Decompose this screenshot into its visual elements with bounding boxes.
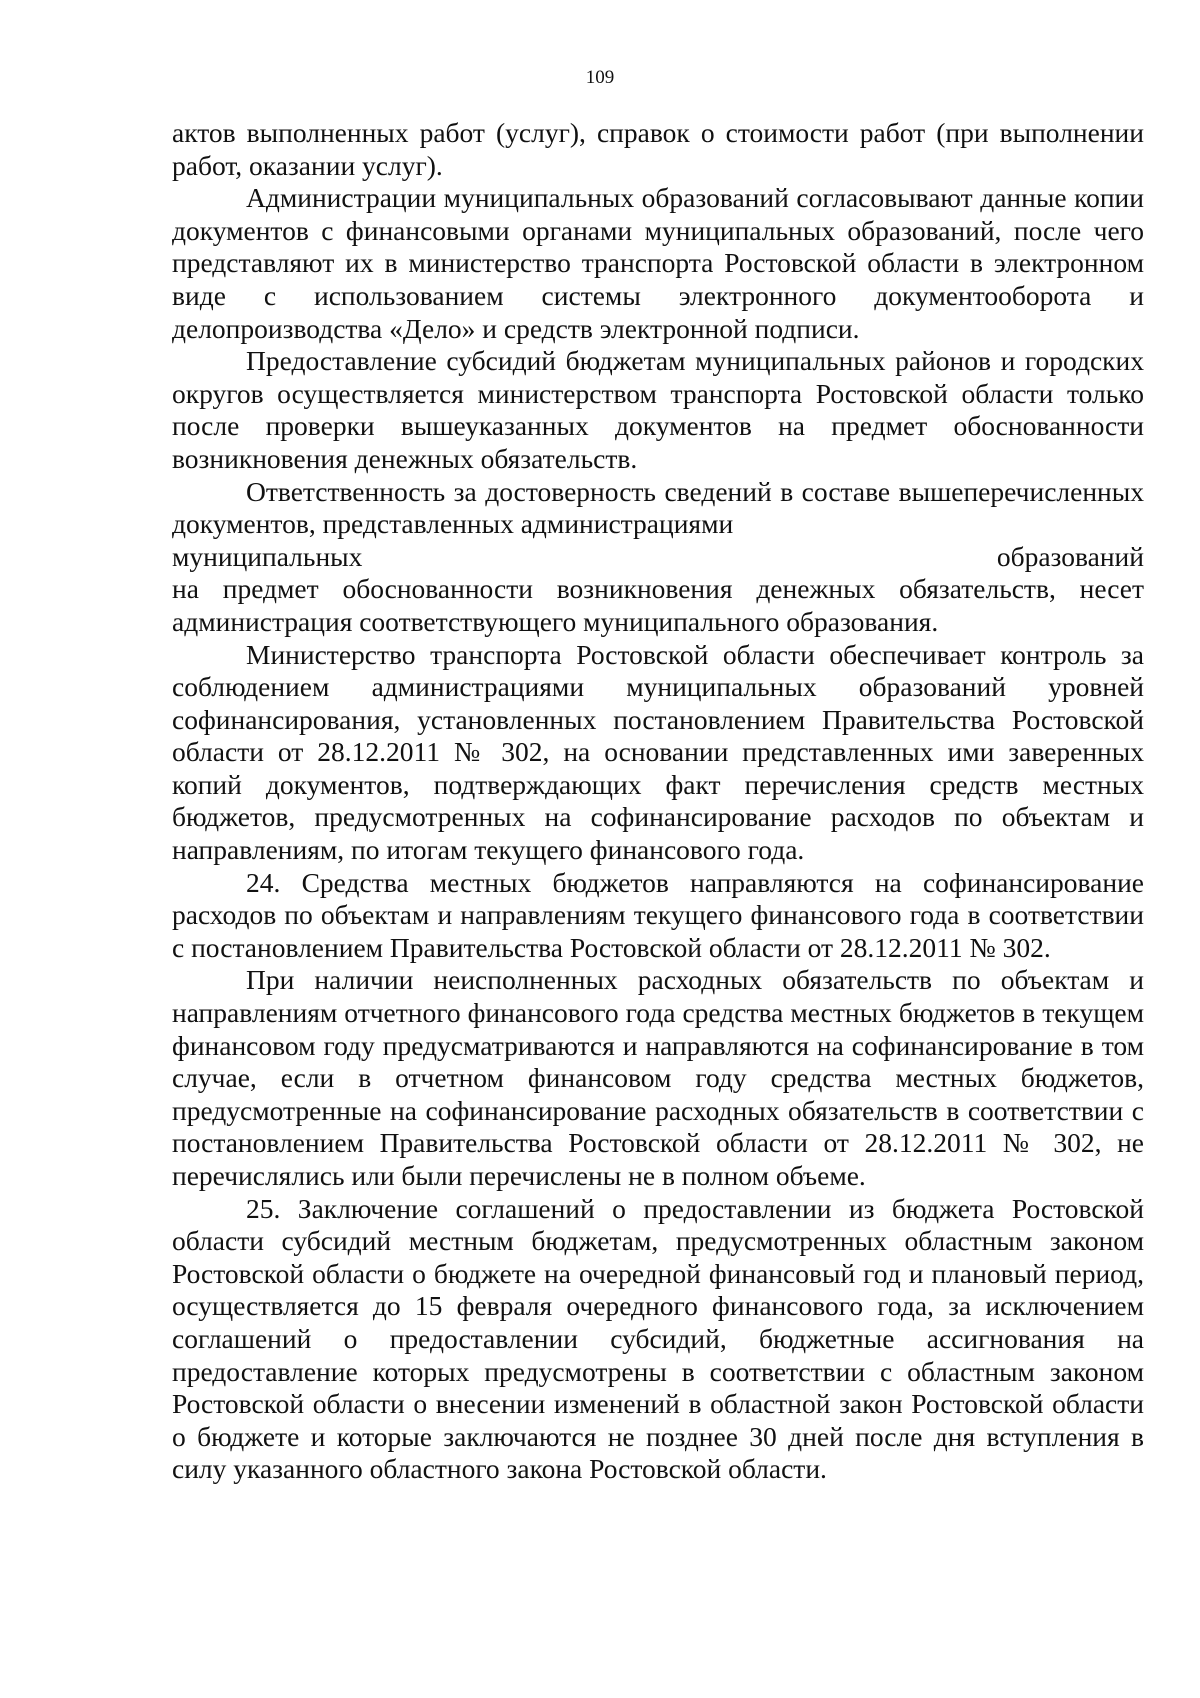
- paragraph-item-24: 24. Средства местных бюджетов направляются на софинансирование расходов по объектам и направлениям текущего финансового года в соответствии с постановлением Правительства Ростовской области от 28.12.2011 № 302.: [172, 866, 1144, 963]
- page-number: 109: [585, 67, 615, 88]
- paragraph-subsidy-provision: Предоставление субсидий бюджетам муниципальных районов и городских округов осуществляется министерством транспорта Ростовской области только после проверки вышеуказанных документов на предмет обоснованности возникновения денежных обязательств.: [172, 345, 1144, 474]
- split-line-left: муниципальных: [172, 540, 363, 572]
- paragraph-responsibility-split-line: [172, 541, 1144, 574]
- paragraph-ministry-control: Министерство транспорта Ростовской области обеспечивает контроль за соблюдением администрациями муниципальных образований уровней софинансирования, установленных постановлением Правительства Ростовской области от 28.12.2011 № 302, на основании представленных ими заверенных копий документов, подтверждающих факт перечисления средств местных бюджетов, предусмотренных на софинансирование расходов по объектам и направлениям, по итогам текущего финансового года.: [172, 638, 1144, 866]
- paragraph-unfulfilled-obligations: При наличии неисполненных расходных обязательств по объектам и направлениям отчетного финансового года средства местных бюджетов в текущем финансовом году предусматриваются и направляются на софинансирование в том случае, если в отчетном финансовом году средства местных бюджетов, предусмотренные на софинансирование расходных обязательств в соответствии с постановлением Правительства Ростовской области от 28.12.2011 № 302, не перечислялись или были перечислены не в полном объеме.: [172, 964, 1144, 1191]
- paragraph-item-25: 25. Заключение соглашений о предоставлении из бюджета Ростовской области субсидий местным бюджетам, предусмотренных областным законом Ростовской области о бюджете на очередной финансовый год и плановый период, осуществляется до 15 февраля очередного финансового года, за исключением соглашений о предоставлении субсидий, бюджетные ассигнования на предоставление которых предусмотрены в соответствии с областным законом Ростовской области о внесении изменений в областной закон Ростовской области о бюджете и которые заключаются не позднее 30 дней после дня вступления в силу указанного областного закона Ростовской области.: [172, 1192, 1144, 1485]
- paragraph-responsibility-start: Ответственность за достоверность сведений в составе вышеперечисленных документов, представленных администрациями: [172, 475, 1144, 540]
- split-line-right: образований: [996, 540, 1144, 572]
- document-body: [172, 117, 1144, 1486]
- paragraph-document-approval: Администрации муниципальных образований согласовывают данные копии документов с финансовыми органами муниципальных образований, после чего представляют их в министерство транспорта Ростовской области в электронном виде с использованием системы электронного документооборота и делопроизводства «Дело» и средств электронной подписи.: [172, 182, 1144, 344]
- paragraph-responsibility-end: на предмет обоснованности возникновения денежных обязательств, несет администрация соответствующего муниципального образования.: [172, 573, 1144, 637]
- paragraph-continuation: актов выполненных работ (услуг), справок о стоимости работ (при выполнении работ, оказании услуг).: [172, 117, 1144, 181]
